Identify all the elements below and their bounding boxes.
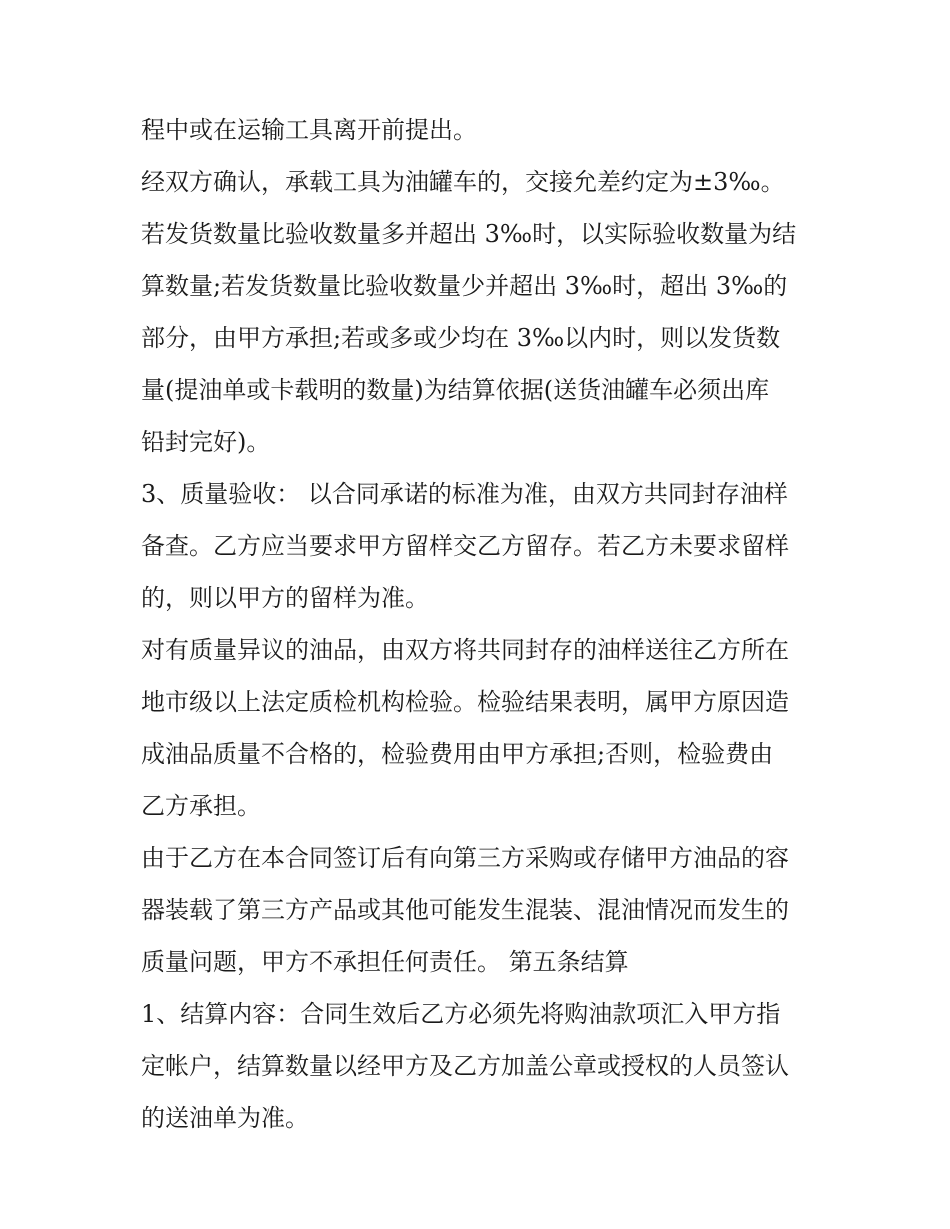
text-line-7: 铅封完好)。	[141, 428, 271, 456]
text-line-13: 成油品质量不合格的，检验费用由甲方承担;否则，检验费由	[141, 740, 774, 768]
text-line-1: 程中或在运输工具离开前提出。	[141, 116, 477, 144]
text-line-9: 备查。乙方应当要求甲方留样交乙方留存。若乙方未要求留样	[141, 532, 789, 560]
text-line-2: 经双方确认，承载工具为油罐车的，交接允差约定为±3‰。	[141, 168, 785, 196]
text-line-16: 器装载了第三方产品或其他可能发生混装、混油情况而发生的	[141, 896, 789, 924]
text-line-18: 1、结算内容：合同生效后乙方必须先将购油款项汇入甲方指	[141, 1000, 781, 1028]
text-line-8: 3、质量验收： 以合同承诺的标准为准，由双方共同封存油样	[141, 480, 788, 508]
text-line-11: 对有质量异议的油品，由双方将共同封存的油样送往乙方所在	[141, 636, 789, 664]
text-line-17: 质量问题，甲方不承担任何责任。 第五条结算	[141, 948, 629, 976]
text-line-3: 若发货数量比验收数量多并超出 3‰时，以实际验收数量为结	[141, 220, 797, 248]
text-line-15: 由于乙方在本合同签订后有向第三方采购或存储甲方油品的容	[141, 844, 789, 872]
text-line-14: 乙方承担。	[141, 792, 261, 820]
text-line-5: 部分，由甲方承担;若或多或少均在 3‰以内时，则以发货数	[141, 324, 781, 352]
document-body	[141, 108, 821, 1148]
text-line-19: 定帐户，结算数量以经甲方及乙方加盖公章或授权的人员签认	[141, 1052, 789, 1080]
text-line-12: 地市级以上法定质检机构检验。检验结果表明，属甲方原因造	[141, 688, 789, 716]
text-line-6: 量(提油单或卡载明的数量)为结算依据(送货油罐车必须出库	[141, 376, 770, 404]
text-line-10: 的，则以甲方的留样为准。	[141, 584, 429, 612]
text-line-20: 的送油单为准。	[141, 1104, 309, 1132]
text-line-4: 算数量;若发货数量比验收数量少并超出 3‰时，超出 3‰的	[141, 272, 788, 300]
